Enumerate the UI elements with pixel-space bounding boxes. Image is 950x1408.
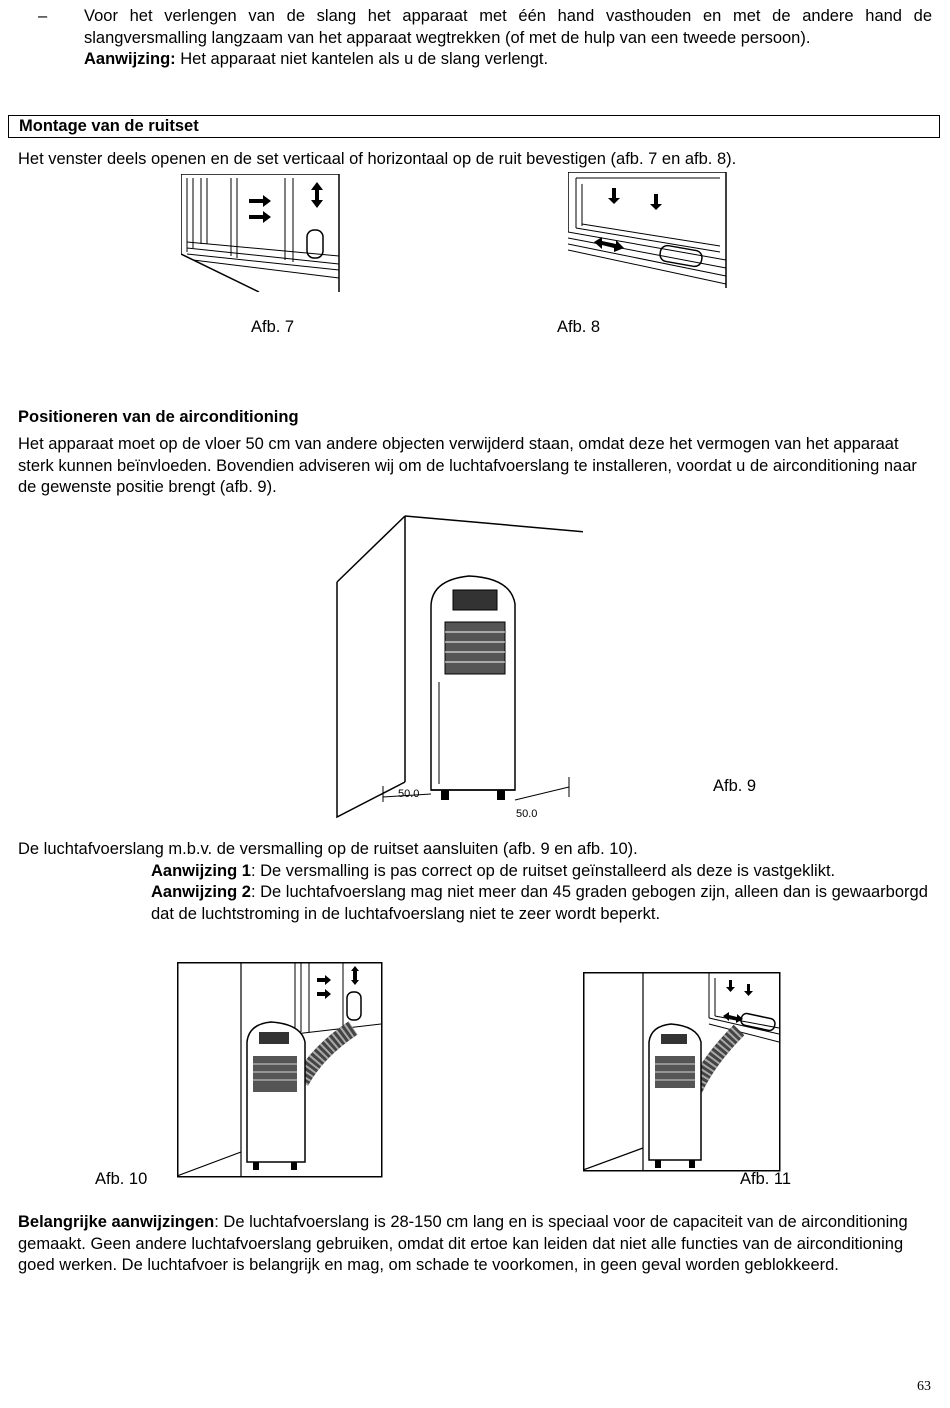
intro-note-label: Aanwijzing:: [84, 50, 176, 68]
figure-10-unit-with-hose-vertical: [177, 962, 383, 1178]
note-1-text: : De versmalling is pas correct op de ruitset geïnstalleerd als deze is vastgeklikt.: [250, 862, 836, 880]
dimension-label-left: 50.0: [398, 788, 420, 800]
dimension-label-right: 50.0: [516, 808, 538, 820]
note-1: [151, 861, 931, 883]
note-2-label: Aanwijzing 2: [151, 883, 251, 901]
note-2: [151, 882, 931, 925]
caption-afb-9: Afb. 9: [713, 777, 757, 795]
caption-afb-10: Afb. 10: [95, 1170, 148, 1188]
page-number: 63: [917, 1379, 931, 1394]
caption-afb-8: Afb. 8: [557, 318, 601, 336]
positioneren-text: Het apparaat moet op de vloer 50 cm van andere objecten verwijderd staan, omdat deze het vermogen van het apparaat sterk kunnen beïnvloeden. Bovendien adviseren wij om de luchtafvoerslang te installeren, voordat u de airconditioning naar de gewenste positie brengt (afb. 9).: [18, 435, 917, 496]
section-heading-positioneren: Positioneren van de airconditioning: [18, 408, 299, 426]
figure-8-window-kit-horizontal: [568, 172, 728, 290]
figure-9-unit-positioning: [333, 512, 583, 822]
bullet-dash: –: [38, 7, 48, 25]
section-heading-ruitset: Montage van de ruitset: [19, 117, 199, 135]
intro-note: [84, 49, 932, 71]
note-2-text: : De luchtafvoerslang mag niet meer dan 45 graden gebogen zijn, alleen dan is gewaarborgd dat de luchtstroming in de luchtafvoerslang niet te zeer wordt beperkt.: [151, 883, 928, 923]
important-notes-text: : De luchtafvoerslang is 28-150 cm lang en is speciaal voor de capaciteit van de airconditioning gemaakt. Geen andere luchtafvoerslang gebruiken, omdat dit ertoe kan leiden dat niet alle functies van de airconditioning goed werken. De luchtafvoer is belangrijk en mag, om schade te voorkomen, in geen geval worden geblokkeerd.: [18, 1213, 908, 1274]
caption-afb-7: Afb. 7: [251, 318, 295, 336]
note-1-label: Aanwijzing 1: [151, 862, 251, 880]
intro-note-text: Het apparaat niet kantelen als u de slang verlengt.: [175, 50, 549, 68]
important-notes-label: Belangrijke aanwijzingen: [18, 1213, 215, 1231]
figure-11-unit-with-hose-horizontal: [583, 972, 781, 1172]
figure-7-window-kit-vertical: [181, 174, 341, 292]
caption-afb-11: Afb. 11: [740, 1170, 792, 1188]
ruitset-text: Het venster deels openen en de set verticaal of horizontaal op de ruit bevestigen (afb. 7 en afb. 8).: [18, 150, 737, 168]
intro-paragraph: [84, 6, 932, 71]
section-heading-box: [8, 115, 940, 138]
important-notes-paragraph: [18, 1212, 930, 1277]
intro-line: Voor het verlengen van de slang het apparaat met één hand vasthouden en met de andere hand de slangversmalling langzaam van het apparaat wegtrekken (of met de hulp van een tweede persoon).: [84, 7, 932, 47]
aansluiten-text: De luchtafvoerslang m.b.v. de versmalling op de ruitset aansluiten (afb. 9 en afb. 10).: [18, 840, 638, 858]
